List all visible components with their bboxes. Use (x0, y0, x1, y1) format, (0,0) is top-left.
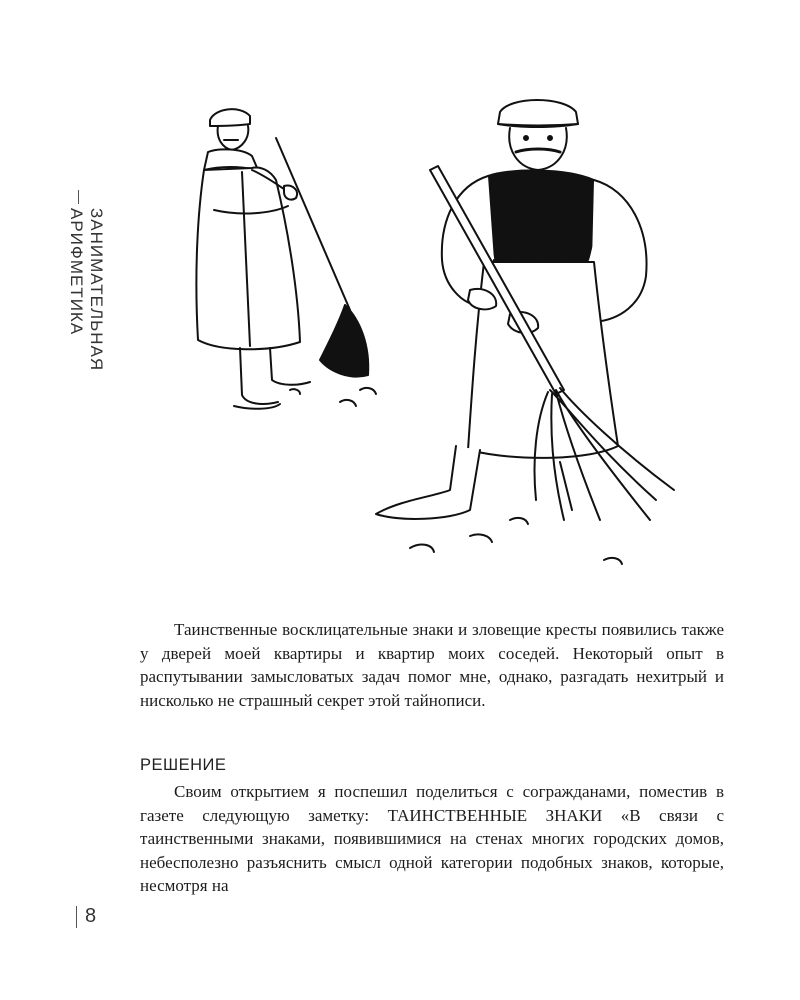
janitors-illustration (180, 90, 700, 590)
paragraph-2-text: Своим открытием я поспешил поделиться с согражданами, поместив в газете следующую заметку: ТАИНСТВЕННЫЕ ЗНАКИ «В связи с таинственными знаками, появившимися на стенах многих городских домов, небесполезно разъяснить смысл одной категории подобных знаков, которые, несмотря на (140, 782, 724, 895)
left-janitor (196, 109, 376, 409)
running-head (66, 190, 106, 440)
page-number (76, 905, 96, 928)
running-head-rule (78, 190, 79, 204)
section-heading: РЕШЕНИЕ (140, 756, 227, 774)
paragraph-2 (140, 780, 724, 898)
page-number-rule (76, 906, 77, 928)
running-head-text: ЗАНИМАТЕЛЬНАЯ АРИФМЕТИКА (67, 208, 106, 372)
paragraph-1 (140, 618, 724, 712)
page-number-text: 8 (85, 905, 97, 927)
right-janitor (376, 100, 674, 564)
paragraph-1-text: Таинственные восклицательные знаки и зловещие кресты появились также у дверей моей квартиры и квартир моих соседей. Некоторый опыт в распутывании замысловатых задач помог мне, однако, разгадать нехитрый и нисколько не страшный секрет этой тайнописи. (140, 620, 724, 710)
